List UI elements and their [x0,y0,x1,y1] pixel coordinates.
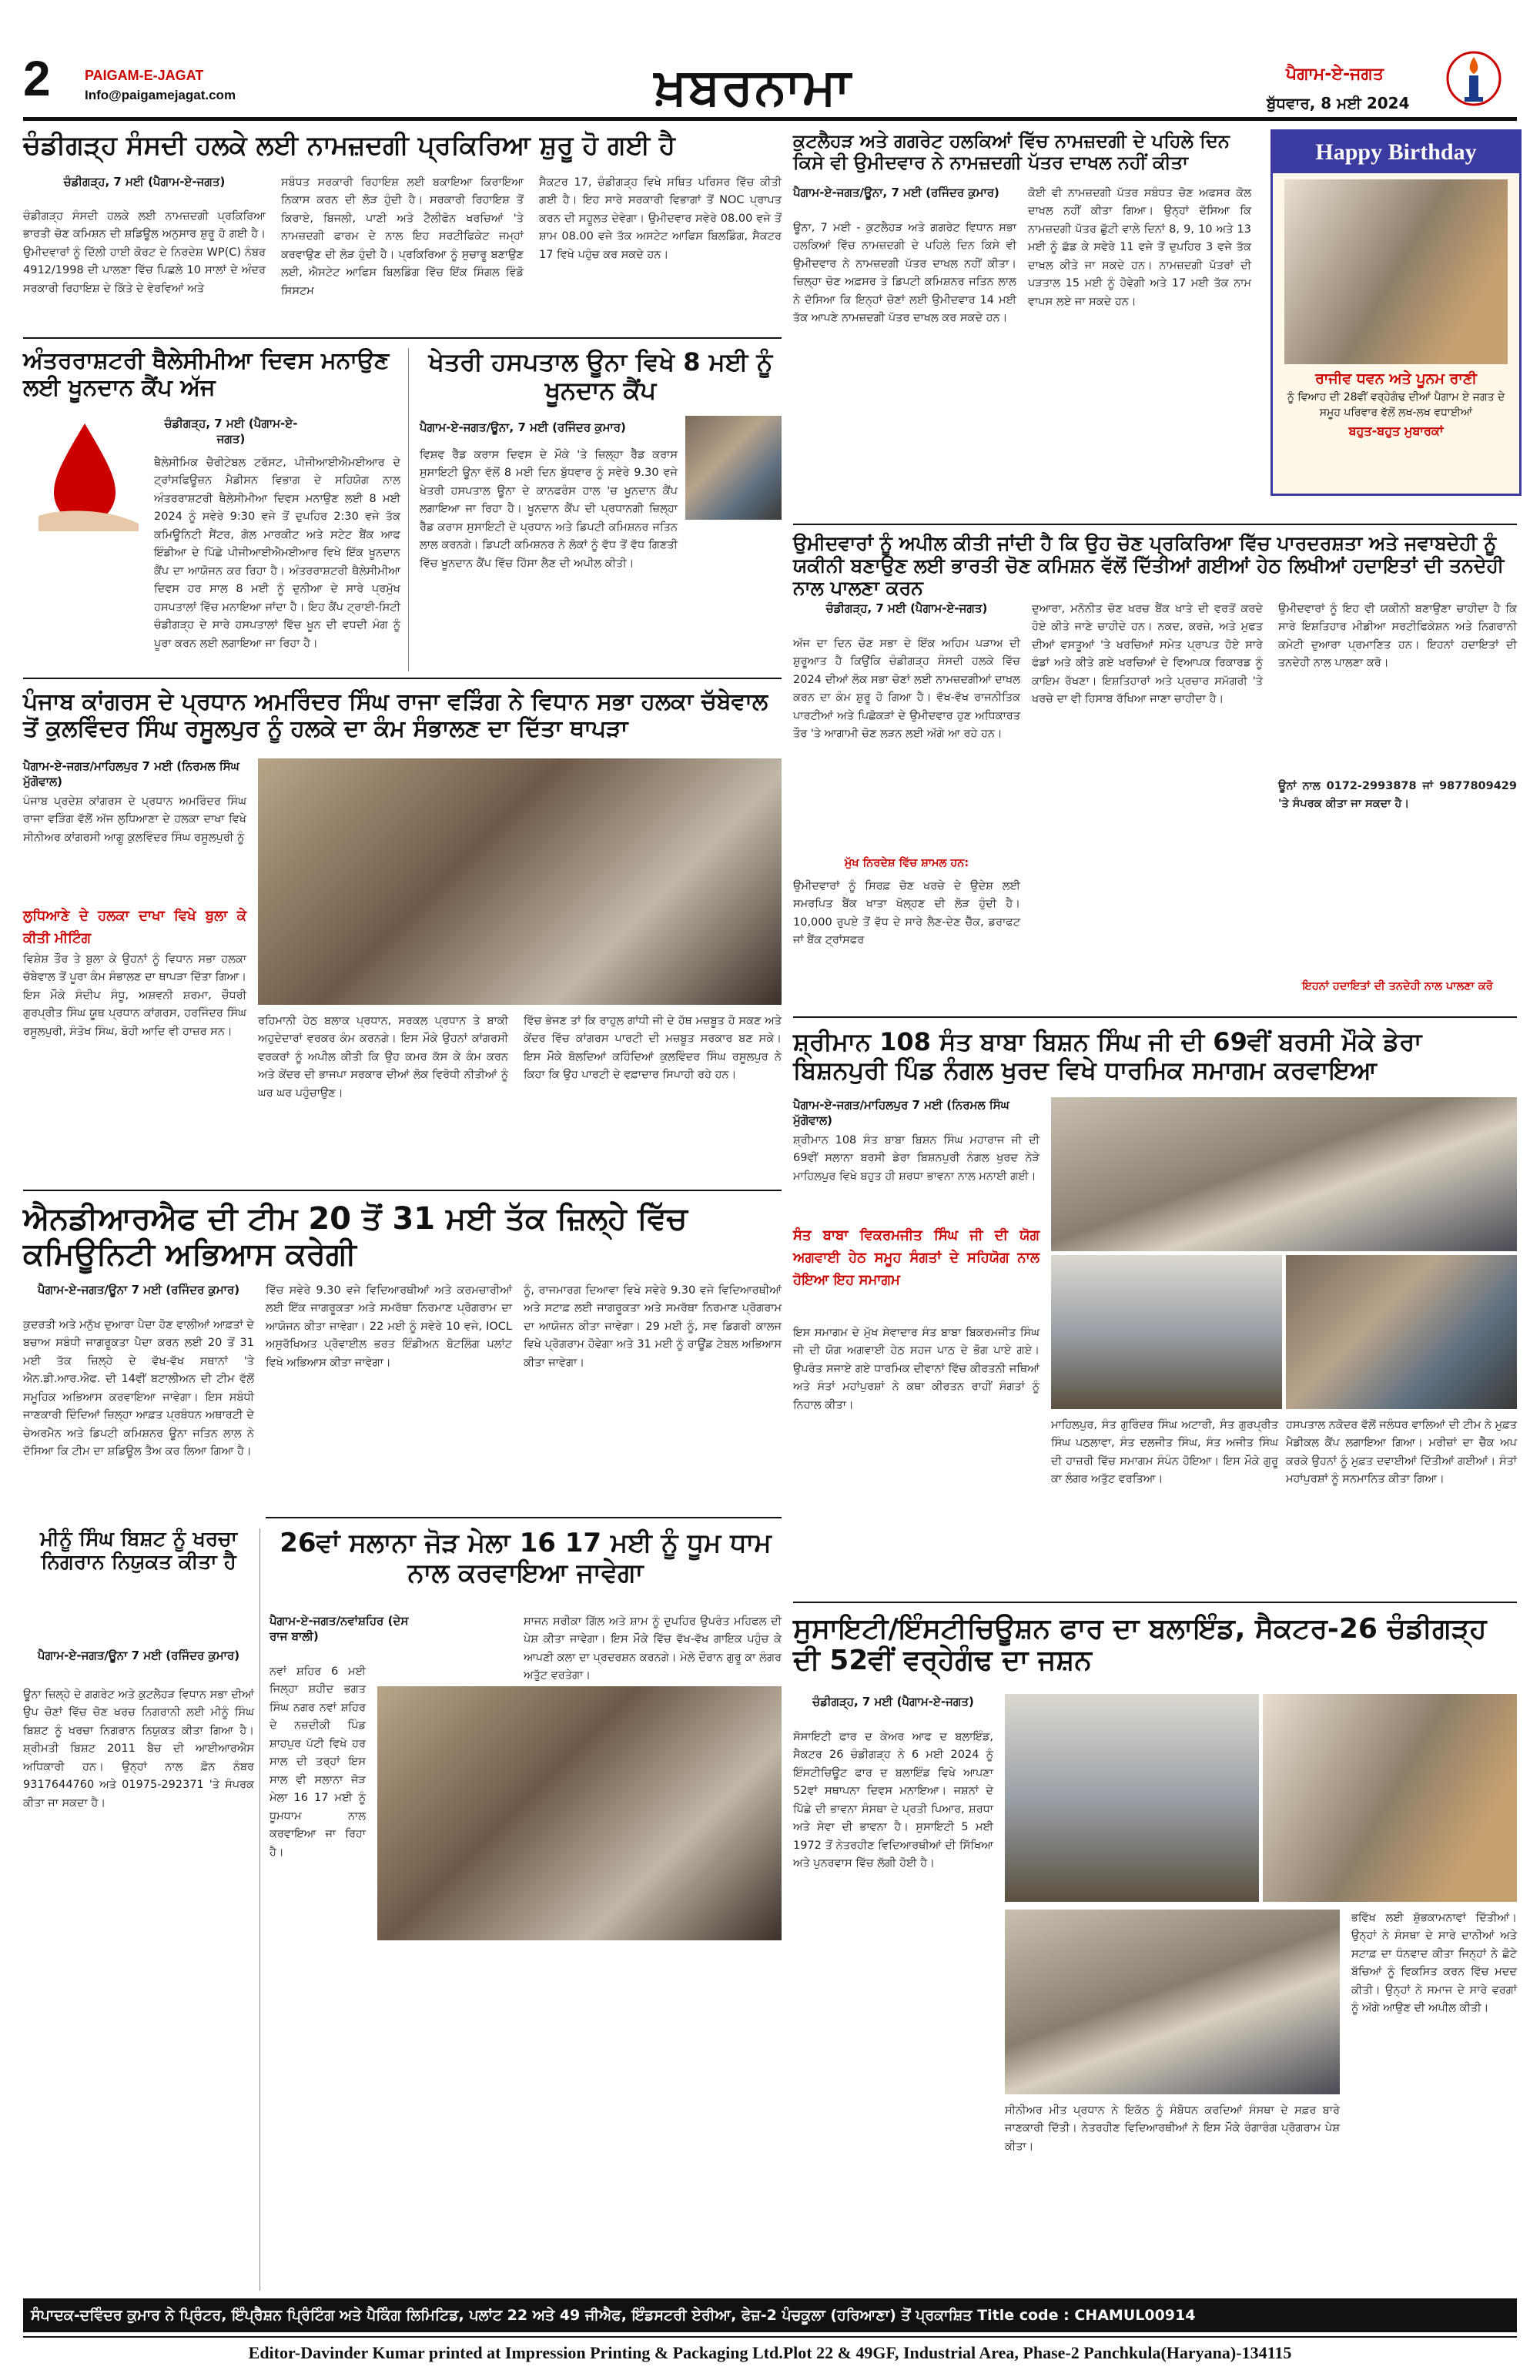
headline-jor-mela: 26ਵਾਂ ਸਲਾਨਾ ਜੋੜ ਮੇਲਾ 16 17 ਮਈ ਨੂੰ ਧੂਮ ਧਾਮ ਨਾਲ ਕਰਵਾਇਆ ਜਾਵੇਗਾ [280,1528,772,1589]
students-photo [1005,1910,1340,2094]
birthday-message: ਨੂੰ ਵਿਆਹ ਦੀ 28ਵੀਂ ਵਰ੍ਹੇਗੰਢ ਦੀਆਂ ਪੈਗਾਮ ਏ ਜਗਤ ਦੇ ਸਮੂਹ ਪਰਿਵਾਰ ਵੱਲੋਂ ਲਖ-ਲਖ ਵਧਾਈਆਂ [1287,391,1505,419]
issue-date: ਬੁੱਧਵਾਰ, 8 ਮਈ 2024 [1267,94,1410,112]
article-text: ਵਿੱਚ ਭੇਜਣ ਤਾਂ ਕਿ ਰਾਹੁਲ ਗਾਂਧੀ ਜੀ ਦੇ ਹੱਥ ਮਜ਼ਬੂਤ ਹੋ ਸਕਣ ਅਤੇ ਕੇਂਦਰ ਵਿੱਚ ਕਾਂਗਰਸ ਪਾਰਟੀ ਦੀ ਮਜ਼ਬੂਤ ਸਰਕਾਰ ਬਣ ਸਕੇ। ਇਸ ਮੌਕੇ ਬੋਲਦਿਆਂ ਕਹਿੰਦਿਆਂ ਕੁਲਵਿੰਦਰ ਸਿੰਘ ਰਸੂਲਪੁਰ ਨੇ ਕਿਹਾ ਕਿ ਉਹ ਪਾਰਟੀ ਦੇ ਵਫ਼ਾਦਾਰ ਸਿਪਾਹੀ ਰਹੇ ਹਨ। [524,1015,782,1082]
dateline: ਪੈਗਾਮ-ਏ-ਜਗਤ/ਊਨਾ, 7 ਮਈ (ਰਜਿੰਦਰ ਕੁਮਾਰ) [420,420,626,434]
blood-drop-icon [23,416,146,539]
headline-una-blood-camp: ਖੇਤਰੀ ਹਸਪਤਾਲ ਊਨਾ ਵਿਖੇ 8 ਮਈ ਨੂੰ ਖੂਨਦਾਨ ਕੈਂਪ [428,347,773,405]
ceremony-photo [1051,1097,1517,1251]
headline-ndrf-exercise: ਐਨਡੀਆਰਐਫ ਦੀ ਟੀਮ 20 ਤੋਂ 31 ਮਈ ਤੱਕ ਜ਼ਿਲ੍ਹੇ ਵਿੱਚ ਕਮਿਊਨਿਟੀ ਅਭਿਆਸ ਕਰੇਗੀ [23,1201,688,1272]
article-text: ਇਸ ਸਮਾਗਮ ਦੇ ਮੁੱਖ ਸੇਵਾਦਾਰ ਸੰਤ ਬਾਬਾ ਬਿਕਰਮਜੀਤ ਸਿੰਘ ਜੀ ਦੀ ਯੋਗ ਅਗਵਾਈ ਹੇਠ ਸਹਜ ਪਾਠ ਦੇ ਭੋਗ ਪਾਏ ਗਏ। ਉਪਰੰਤ ਸਜਾਏ ਗਏ ਧਾਰਮਿਕ ਦੀਵਾਨਾਂ ਵਿੱਚ ਕੀਰਤਨੀ ਜਥਿਆਂ ਅਤੇ ਸੰਤਾਂ ਮਹਾਂਪੁਰਸ਼ਾਂ ਨੇ ਕਥਾ ਕੀਰਤਨ ਰਾਹੀਂ ਸੰਗਤਾਂ ਨੂੰ ਨਿਹਾਲ ਕੀਤਾ। [793,1327,1040,1411]
dateline: ਪੈਗਾਮ-ਏ-ਜਗਤ/ਨਵਾਂਸ਼ਹਿਰ (ਦੇਸ ਰਾਜ ਬਾਲੀ) [270,1614,409,1644]
divider [266,1517,782,1518]
headline-expense-observer: ਮੀਨੂੰ ਸਿੰਘ ਬਿਸ਼ਟ ਨੂੰ ਖਰਚਾ ਨਿਗਰਾਨ ਨਿਯੁਕਤ ਕੀਤਾ ਹੈ [39,1528,238,1574]
article-text: ਸਾਜਨ ਸਰੀਕਾ ਗਿੱਲ ਅਤੇ ਸ਼ਾਮ ਨੂੰ ਦੁਪਹਿਰ ਉਪਰੰਤ ਮਹਿਫਲ ਦੀ ਪੇਸ਼ ਕੀਤਾ ਜਾਵੇਗਾ। ਇਸ ਮੌਕੇ ਵਿੱਚ ਵੱਖ-ਵੱਖ ਗਾਇਕ ਪਹੁੰਚ ਕੇ ਆਪਣੀ ਕਲਾ ਦਾ ਪ੍ਰਦਰਸ਼ਨ ਕਰਨਗੇ। ਮੇਲੇ ਦੌਰਾਨ ਗੁਰੂ ਕਾ ਲੰਗਰ ਅਤੁੱਟ ਵਰਤੇਗਾ। [524,1615,782,1682]
headline-baba-bishan-singh: ਸ਼੍ਰੀਮਾਨ 108 ਸੰਤ ਬਾਬਾ ਬਿਸ਼ਨ ਸਿੰਘ ਜੀ ਦੀ 69ਵੀਂ ਬਰਸੀ ਮੌਕੇ ਡੇਰਾ ਬਿਸ਼ਨਪੁਰੀ ਪਿੰਡ ਨੰਗਲ ਖੁਰਦ ਵਿਖੇ ਧਾਰਮਿਕ ਸਮਾਗਮ ਕਰਵਾਇਆ [793,1027,1422,1085]
dateline: ਪੈਗਾਮ-ਏ-ਜਗਤ/ਮਾਹਿਲਪੁਰ 7 ਮਈ (ਨਿਰਮਲ ਸਿੰਘ ਮੁੱਗੋਵਾਲ) [793,1098,1009,1128]
article-text: ਨਵਾਂ ਸ਼ਹਿਰ 6 ਮਈ ਜਿਲ੍ਹਾ ਸ਼ਹੀਦ ਭਗਤ ਸਿੰਘ ਨਗਰ ਨਵਾਂ ਸ਼ਹਿਰ ਦੇ ਨਜ਼ਦੀਕੀ ਪਿੰਡ ਸ਼ਾਹਪੁਰ ਪੱਟੀ ਵਿਖੇ ਹਰ ਸਾਲ ਦੀ ਤਰ੍ਹਾਂ ਇਸ ਸਾਲ ਵੀ ਸਲਾਨਾ ਜੋੜ ਮੇਲਾ 16 17 ਮਈ ਨੂੰ ਧੂਮਧਾਮ ਨਾਲ ਕਰਵਾਇਆ ਜਾ ਰਿਹਾ ਹੈ। [270,1665,366,1859]
article-text: ਨੂੰ, ਰਾਜਮਾਰਗ ਦਿਆਵਾ ਵਿਖੇ ਸਵੇਰੇ 9.30 ਵਜੇ ਵਿਦਿਆਰਥੀਆਂ ਅਤੇ ਸਟਾਫ਼ ਲਈ ਜਾਗਰੂਕਤਾ ਅਤੇ ਸਮਰੱਥਾ ਨਿਰਮਾਣ ਪ੍ਰੋਗਰਾਮ ਦਾ ਆਯੋਜਨ ਕੀਤਾ ਜਾਵੇਗਾ। 29 ਮਈ ਨੂੰ, ਸਵ ਡਿਗਰੀ ਕਾਲਜ ਵਿਖੇ ਪ੍ਰੋਗਰਾਮ ਹੋਵੇਗਾ ਅਤੇ 31 ਮਈ ਨੂੰ ਰਾਊਂਡ ਟੇਬਲ ਅਭਿਆਸ ਕੀਤਾ ਜਾਵੇਗਾ। [524,1284,782,1369]
article-text: ਥੈਲੇਸੀਮਿਕ ਚੈਰੀਟੇਬਲ ਟਰੱਸਟ, ਪੀਜੀਆਈਐਮਈਆਰ ਦੇ ਟ੍ਰਾਂਸਫਿਊਜ਼ਨ ਮੈਡੀਸਨ ਵਿਭਾਗ ਦੇ ਸਹਿਯੋਗ ਨਾਲ ਅੰਤਰਰਾਸ਼ਟਰੀ ਥੈਲੇਸੀਮੀਆ ਦਿਵਸ ਮਨਾਉਣ ਲਈ 8 ਮਈ 2024 ਨੂੰ ਸਵੇਰੇ 9:30 ਵਜੇ ਤੋਂ ਦੁਪਹਿਰ 2:30 ਵਜੇ ਤੱਕ ਕਮਿਊਨਿਟੀ ਸੈਂਟਰ, ਗੋਲ ਮਾਰਕੀਟ ਅਤੇ ਸਟੇਟ ਬੈਂਕ ਆਫ ਇੰਡੀਆ ਦੇ ਪਿੱਛੇ ਪੀਜੀਆਈਐਮਈਆਰ ਵਿਖੇ ਇੱਕ ਖੂਨਦਾਨ ਕੈਂਪ ਦਾ ਆਯੋਜਨ ਕਰ ਰਿਹਾ ਹੈ। ਅੰਤਰਰਾਸ਼ਟਰੀ ਥੈਲੇਸੀਮੀਆ ਦਿਵਸ ਹਰ ਸਾਲ 8 ਮਈ ਨੂੰ ਦੁਨੀਆ ਦੇ ਸਾਰੇ ਪ੍ਰਮੁੱਖ ਹਸਪਤਾਲਾਂ ਵਿੱਚ ਮਨਾਇਆ ਜਾਂਦਾ ਹੈ। ਇਹ ਕੈਂਪ ਟ੍ਰਾਈ-ਸਿਟੀ ਚੰਡੀਗੜ੍ਹ ਦੇ ਸਾਰੇ ਹਸਪਤਾਲਾਂ ਵਿੱਚ ਖੂਨ ਦੀ ਵਧਦੀ ਮੰਗ ਨੂੰ ਪੂਰਾ ਕਰਨ ਲਈ ਲਗਾਇਆ ਜਾ ਰਿਹਾ ਹੈ। [154,457,400,650]
footer-imprint-english: Editor-Davinder Kumar printed at Impression Printing & Packaging Ltd.Plot 22 & 49GF, Industrial Area, Phase-2 Panchkula(Haryana)-134115 [23,2336,1517,2368]
closing-line: ਇਹਨਾਂ ਹਦਾਇਤਾਂ ਦੀ ਤਨਦੇਹੀ ਨਾਲ ਪਾਲਣਾ ਕਰੋ [1302,980,1493,993]
dateline: ਚੰਡੀਗੜ੍ਹ, 7 ਮਈ (ਪੈਗਾਮ-ਏ-ਜਗਤ) [812,1695,974,1709]
article-text: ਊਨਾ ਜ਼ਿਲ੍ਹੇ ਦੇ ਗਗਰੇਟ ਅਤੇ ਕੁਟਲੈਹੜ ਵਿਧਾਨ ਸਭਾ ਦੀਆਂ ਉਪ ਚੋਣਾਂ ਵਿੱਚ ਚੋਣ ਖਰਚ ਨਿਗਰਾਨੀ ਲਈ ਮੀਨੂੰ ਸਿੰਘ ਬਿਸ਼ਟ ਨੂੰ ਖਰਚਾ ਨਿਗਰਾਨ ਨਿਯੁਕਤ ਕੀਤਾ ਗਿਆ ਹੈ। ਸ਼੍ਰੀਮਤੀ ਬਿਸ਼ਟ 2011 ਬੈਚ ਦੀ ਆਈਆਰਐਸ ਅਧਿਕਾਰੀ ਹਨ। ਉਨ੍ਹਾਂ ਨਾਲ ਫ਼ੋਨ ਨੰਬਰ 9317644760 ਅਤੇ 01975-292371 'ਤੇ ਸੰਪਰਕ ਕੀਤਾ ਜਾ ਸਕਦਾ ਹੈ। [23,1689,254,1809]
divider [23,678,782,679]
footer-imprint-punjabi: ਸੰਪਾਦਕ-ਦਵਿੰਦਰ ਕੁਮਾਰ ਨੇ ਪ੍ਰਿੰਟਰ, ਇੰਪ੍ਰੈਸ਼ਨ ਪ੍ਰਿੰਟਿੰਗ ਅਤੇ ਪੈਕਿੰਗ ਲਿਮਿਟਿਡ, ਪਲਾਂਟ 22 ਅਤੇ 49 ਜੀਐਫ, ਇੰਡਸਟਰੀ ਏਰੀਆ, ਫੇਜ਼-2 ਪੰਚਕੂਲਾ (ਹਰਿਆਣਾ) ਤੋਂ ਪ੍ਰਕਾਸ਼ਿਤ Title code : CHAMUL00914 [23,2298,1517,2332]
divider [793,524,1517,525]
header-rule [23,117,1517,121]
article-text: ਦੁਆਰਾ, ਮਨੋਨੀਤ ਚੋਣ ਖਰਚ ਬੈਂਕ ਖਾਤੇ ਦੀ ਵਰਤੋਂ ਕਰਦੇ ਹੋਏ ਕੀਤੇ ਜਾਣੇ ਚਾਹੀਦੇ ਹਨ। ਨਕਦ, ਕਰਜ਼ੇ, ਅਤੇ ਮੁਫਤ ਦੀਆਂ ਵਸਤੂਆਂ 'ਤੇ ਖਰਚਿਆਂ ਸਮੇਤ ਪ੍ਰਾਪਤ ਹੋਏ ਸਾਰੇ ਫੰਡਾਂ ਅਤੇ ਕੀਤੇ ਗਏ ਖਰਚਿਆਂ ਦੇ ਵਿਆਪਕ ਰਿਕਾਰਡ ਨੂੰ ਕਾਇਮ ਰੱਖਣਾ। ਇਸ਼ਤਿਹਾਰਾਂ ਅਤੇ ਪ੍ਰਚਾਰ ਸਮੱਗਰੀ 'ਤੇ ਖਰਚੇ ਦਾ ਵੀ ਹਿਸਾਬ ਰੱਖਿਆ ਜਾਣਾ ਚਾਹੀਦਾ ਹੈ। [1032,603,1263,706]
dateline: ਚੰਡੀਗੜ੍ਹ, 7 ਮਈ (ਪੈਗਾਮ-ਏ-ਜਗਤ) [825,601,988,615]
event-photo [1263,1694,1517,1902]
ceremony-photo [1286,1255,1517,1409]
article-text: ਕੁਦਰਤੀ ਅਤੇ ਮਨੁੱਖ ਦੁਆਰਾ ਪੈਦਾ ਹੋਣ ਵਾਲੀਆਂ ਆਫ਼ਤਾਂ ਦੇ ਬਚਾਅ ਸਬੰਧੀ ਜਾਗਰੂਕਤਾ ਪੈਦਾ ਕਰਨ ਲਈ 20 ਤੋਂ 31 ਮਈ ਤੱਕ ਜ਼ਿਲ੍ਹੇ ਦੇ ਵੱਖ-ਵੱਖ ਸਥਾਨਾਂ 'ਤੇ ਐਨ.ਡੀ.ਆਰ.ਐਫ. ਦੀ 14ਵੀਂ ਬਟਾਲੀਅਨ ਦੀ ਟੀਮ ਵੱਲੋਂ ਸਮੂਹਿਕ ਅਭਿਆਸ ਕਰਵਾਇਆ ਜਾਵੇਗਾ। ਇਸ ਸਬੰਧੀ ਜਾਣਕਾਰੀ ਦਿੰਦਿਆਂ ਜ਼ਿਲ੍ਹਾ ਆਫ਼ਤ ਪ੍ਰਬੰਧਨ ਅਥਾਰਟੀ ਦੇ ਚੇਅਰਮੈਨ ਅਤੇ ਡਿਪਟੀ ਕਮਿਸ਼ਨਰ ਊਨਾ ਜਤਿਨ ਲਾਲ ਨੇ ਦੱਸਿਆ ਕਿ ਟੀਮ ਦਾ ਸ਼ਡਿਊਲ ਤੈਅ ਕਰ ਲਿਆ ਗਿਆ ਹੈ। [23,1319,254,1458]
divider [408,348,409,671]
meeting-photo [258,758,782,1005]
dateline: ਪੈਗਾਮ-ਏ-ਜਗਤ/ਊਨਾ 7 ਮਈ (ਰਜਿੰਦਰ ਕੁਮਾਰ) [37,1649,240,1662]
dateline: ਪੈਗਾਮ-ਏ-ਜਗਤ/ਊਨਾ 7 ਮਈ (ਰਜਿੰਦਰ ਕੁਮਾਰ) [37,1283,240,1297]
headline-congress-warring: ਪੰਜਾਬ ਕਾਂਗਰਸ ਦੇ ਪ੍ਰਧਾਨ ਅਮਰਿੰਦਰ ਸਿੰਘ ਰਾਜਾ ਵੜਿੰਗ ਨੇ ਵਿਧਾਨ ਸਭਾ ਹਲਕਾ ਚੱਬੇਵਾਲ ਤੋਂ ਕੁਲਵਿੰਦਰ ਸਿੰਘ ਰਸੂਲਪੁਰ ਨੂੰ ਹਲਕੇ ਦਾ ਕੰਮ ਸੰਭਾਲਣ ਦਾ ਦਿੱਤਾ ਥਾਪੜਾ [23,688,768,742]
article-text: ਊਨਾ, 7 ਮਈ - ਕੁਟਲੈਹੜ ਅਤੇ ਗਗਰੇਟ ਵਿਧਾਨ ਸਭਾ ਹਲਕਿਆਂ ਵਿੱਚ ਨਾਮਜ਼ਦਗੀ ਦੇ ਪਹਿਲੇ ਦਿਨ ਕਿਸੇ ਵੀ ਉਮੀਦਵਾਰ ਨੇ ਨਾਮਜ਼ਦਗੀ ਪੱਤਰ ਦਾਖਲ ਨਹੀਂ ਕੀਤਾ। ਜ਼ਿਲ੍ਹਾ ਚੋਣ ਅਫ਼ਸਰ ਤੇ ਡਿਪਟੀ ਕਮਿਸ਼ਨਰ ਜਤਿਨ ਲਾਲ ਨੇ ਦੱਸਿਆ ਕਿ ਇਨ੍ਹਾਂ ਚੋਣਾਂ ਲਈ ਉਮੀਦਵਾਰ 14 ਮਈ ਤੱਕ ਆਪਣੇ ਨਾਮਜ਼ਦਗੀ ਪੱਤਰ ਦਾਖਲ ਕਰ ਸਕਦੇ ਹਨ। [793,222,1016,325]
birthday-sign: ਬਹੁਤ-ਬਹੁਤ ਮੁਬਾਰਕਾਂ [1348,423,1444,439]
divider [793,1016,1517,1018]
birthday-box [1270,129,1522,496]
article-text: ਉਮੀਦਵਾਰਾਂ ਨੂੰ ਸਿਰਫ਼ ਚੋਣ ਖਰਚੇ ਦੇ ਉਦੇਸ਼ ਲਈ ਸਮਰਪਿਤ ਬੈਂਕ ਖਾਤਾ ਖੋਲ੍ਹਣ ਦੀ ਲੋੜ ਹੁੰਦੀ ਹੈ। 10,000 ਰੁਪਏ ਤੋਂ ਵੱਧ ਦੇ ਸਾਰੇ ਲੈਣ-ਦੇਣ ਚੈੱਕ, ਡਰਾਫਟ ਜਾਂ ਬੈਂਕ ਟ੍ਰਾਂਸਫਰ [793,880,1020,947]
article-text: ਕੋਈ ਵੀ ਨਾਮਜ਼ਦਗੀ ਪੱਤਰ ਸਬੰਧਤ ਚੋਣ ਅਫਸਰ ਕੋਲ ਦਾਖਲ ਨਹੀਂ ਕੀਤਾ ਗਿਆ। ਉਨ੍ਹਾਂ ਦੱਸਿਆ ਕਿ ਨਾਮਜ਼ਦਗੀ ਪੱਤਰ ਛੁੱਟੀ ਵਾਲੇ ਦਿਨਾਂ 8, 9, 10 ਅਤੇ 13 ਮਈ ਨੂੰ ਛੱਡ ਕੇ ਸਵੇਰੇ 11 ਵਜੇ ਤੋਂ ਦੁਪਹਿਰ 3 ਵਜੇ ਤੱਕ ਦਾਖਲ ਕੀਤੇ ਜਾ ਸਕਦੇ ਹਨ। ਨਾਮਜ਼ਦਗੀ ਪੱਤਰਾਂ ਦੀ ਪੜਤਾਲ 15 ਮਈ ਨੂੰ ਹੋਵੇਗੀ ਅਤੇ 17 ਮਈ ਤੱਕ ਨਾਮ ਵਾਪਸ ਲਏ ਜਾ ਸਕਦੇ ਹਨ। [1028,187,1251,308]
article-text: ਸੋਸਾਇਟੀ ਫਾਰ ਦ ਕੇਅਰ ਆਫ ਦ ਬਲਾਇੰਡ, ਸੈਕਟਰ 26 ਚੰਡੀਗੜ੍ਹ ਨੇ 6 ਮਈ 2024 ਨੂੰ ਇੰਸਟੀਚਿਊਟ ਫਾਰ ਦ ਬਲਾਇੰਡ ਵਿਖੇ ਆਪਣਾ 52ਵਾਂ ਸਥਾਪਨਾ ਦਿਵਸ ਮਨਾਇਆ। ਜਸ਼ਨਾਂ ਦੇ ਪਿੱਛੇ ਦੀ ਭਾਵਨਾ ਸੰਸਥਾ ਦੇ ਪ੍ਰਤੀ ਪਿਆਰ, ਸ਼ਰਧਾ ਅਤੇ ਸੇਵਾ ਦੀ ਭਾਵਨਾ ਹੈ। ਸੁਸਾਇਟੀ 5 ਮਈ 1972 ਤੋਂ ਨੇਤਰਹੀਣ ਵਿਦਿਆਰਥੀਆਂ ਦੀ ਸਿੱਖਿਆ ਅਤੇ ਪੁਨਰਵਾਸ ਵਿੱਚ ਲੱਗੀ ਹੋਈ ਹੈ। [793,1731,993,1870]
birthday-names: ਰਾਜੀਵ ਧਵਨ ਅਤੇ ਪੂਨਮ ਰਾਣੀ [1315,370,1477,387]
article-text: ਪੰਜਾਬ ਪ੍ਰਦੇਸ਼ ਕਾਂਗਰਸ ਦੇ ਪ੍ਰਧਾਨ ਅਮਰਿੰਦਰ ਸਿੰਘ ਰਾਜਾ ਵੜਿੰਗ ਵੱਲੋਂ ਅੱਜ ਲੁਧਿਆਣਾ ਦੇ ਹਲਕਾ ਦਾਖਾ ਵਿਖੇ ਸੀਨੀਅਰ ਕਾਂਗਰਸੀ ਆਗੂ ਕੁਲਵਿੰਦਰ ਸਿੰਘ ਰਸੂਲਪੁਰੀ ਨੂੰ [23,795,246,844]
contact-info: ਊਨਾਂ ਨਾਲ 0172-2993878 ਜਾਂ 9877809429 'ਤੇ ਸੰਪਰਕ ਕੀਤਾ ਜਾ ਸਕਦਾ ਹੈ। [1278,780,1517,811]
divider [793,1602,1517,1603]
headline-candidates-appeal: ਉਮੀਦਵਾਰਾਂ ਨੂੰ ਅਪੀਲ ਕੀਤੀ ਜਾਂਦੀ ਹੈ ਕਿ ਉਹ ਚੋਣ ਪ੍ਰਕਿਰਿਆ ਵਿੱਚ ਪਾਰਦਰਸ਼ਤਾ ਅਤੇ ਜਵਾਬਦੇਹੀ ਨੂੰ ਯਕੀਨੀ ਬਣਾਉਣ ਲਈ ਭਾਰਤੀ ਚੋਣ ਕਮਿਸ਼ਨ ਵੱਲੋਂ ਦਿੱਤੀਆਂ ਗਈਆਂ ਹੇਠ ਲਿਖੀਆਂ ਹਦਾਇਤਾਂ ਦੀ ਤਨਦੇਹੀ ਨਾਲ ਪਾਲਣਾ ਕਰਨ [793,532,1505,599]
article-text: ਹਸਪਤਾਲ ਨਕੋਦਰ ਵੱਲੋਂ ਜਲੰਧਰ ਵਾਲਿਆਂ ਦੀ ਟੀਮ ਨੇ ਮੁਫ਼ਤ ਮੈਡੀਕਲ ਕੈਂਪ ਲਗਾਇਆ ਗਿਆ। ਮਰੀਜ਼ਾਂ ਦਾ ਚੈੱਕ ਅਪ ਕਰਕੇ ਉਹਨਾਂ ਨੂੰ ਮੁਫ਼ਤ ਦਵਾਈਆਂ ਦਿੱਤੀਆਂ ਗਈਆਂ। ਸੰਤਾਂ ਮਹਾਂਪੁਰਸ਼ਾਂ ਨੂੰ ਸਨਮਾਨਿਤ ਕੀਤਾ ਗਿਆ। [1286,1419,1517,1486]
subheading: ਲੁਧਿਆਣੇ ਦੇ ਹਲਕਾ ਦਾਖਾ ਵਿਖੇ ਬੁਲਾ ਕੇ ਕੀਤੀ ਮੀਟਿੰਗ [23,908,246,947]
paper-email: Info@paigamejagat.com [85,88,236,102]
dateline: ਪੈਗਾਮ-ਏ-ਜਗਤ/ਮਾਹਿਲਪੁਰ 7 ਮਈ (ਨਿਰਮਲ ਸਿੰਘ ਮੁੱਗੋਵਾਲ) [23,759,239,789]
article-text: ਸ਼੍ਰੀਮਾਨ 108 ਸੰਤ ਬਾਬਾ ਬਿਸ਼ਨ ਸਿੰਘ ਮਹਾਰਾਜ ਜੀ ਦੀ 69ਵੀਂ ਸਲਾਨਾ ਬਰਸੀ ਡੇਰਾ ਬਿਸ਼ਨਪੁਰੀ ਨੰਗਲ ਖੁਰਦ ਨੇੜੇ ਮਾਹਿਲਪੁਰ ਵਿਖੇ ਬਹੁਤ ਹੀ ਸ਼ਰਧਾ ਭਾਵਨਾ ਨਾਲ ਮਨਾਈ ਗਈ। [793,1134,1040,1183]
paper-name: PAIGAM-E-JAGAT [85,68,204,83]
article-text: ਸੀਨੀਅਰ ਮੀਤ ਪ੍ਰਧਾਨ ਨੇ ਇਕੱਠ ਨੂੰ ਸੰਬੋਧਨ ਕਰਦਿਆਂ ਸੰਸਥਾ ਦੇ ਸਫ਼ਰ ਬਾਰੇ ਜਾਣਕਾਰੀ ਦਿੱਤੀ। ਨੇਤਰਹੀਣ ਵਿਦਿਆਰਥੀਆਂ ਨੇ ਇਸ ਮੌਕੇ ਰੰਗਾਰੰਗ ਪ੍ਰੋਗਰਾਮ ਪੇਸ਼ ਕੀਤਾ। [1005,2104,1340,2153]
headline-kutlehar-gagret: ਕੁਟਲੈਹੜ ਅਤੇ ਗਗਰੇਟ ਹਲਕਿਆਂ ਵਿੱਚ ਨਾਮਜ਼ਦਗੀ ਦੇ ਪਹਿਲੇ ਦਿਨ ਕਿਸੇ ਵੀ ਉਮੀਦਵਾਰ ਨੇ ਨਾਮਜ਼ਦਗੀ ਪੱਤਰ ਦਾਖਲ ਨਹੀਂ ਕੀਤਾ [793,130,1230,173]
article-text: ਸਬੰਧਤ ਸਰਕਾਰੀ ਰਿਹਾਇਸ਼ ਲਈ ਬਕਾਇਆ ਕਿਰਾਇਆ ਨਿਕਾਸ ਕਰਨ ਦੀ ਲੋੜ ਹੁੰਦੀ ਹੈ। ਸਰਕਾਰੀ ਰਿਹਾਇਸ਼ ਤੋਂ ਕਿਰਾਏ, ਬਿਜਲੀ, ਪਾਣੀ ਅਤੇ ਟੈਲੀਫੋਨ ਖਰਚਿਆਂ 'ਤੇ ਨਾਮਜ਼ਦਗੀ ਫਾਰਮ ਦੇ ਨਾਲ ਇਹ ਸਰਟੀਫਿਕੇਟ ਜਮ੍ਹਾਂ ਕਰਵਾਉਣ ਦੀ ਲੋੜ ਹੁੰਦੀ ਹੈ। ਪ੍ਰਕਿਰਿਆ ਨੂੰ ਸੁਚਾਰੂ ਬਣਾਉਣ ਲਈ, ਐਸਟੇਟ ਆਫਿਸ ਬਿਲਡਿੰਗ ਵਿੱਚ ਇੱਕ ਸਿੰਗਲ ਵਿੰਡੋ ਸਿਸਟਮ [281,176,524,297]
headline-blind-institute: ਸੁਸਾਇਟੀ/ਇੰਸਟੀਚਿਊਸ਼ਨ ਫਾਰ ਦਾ ਬਲਾਇੰਡ, ਸੈਕਟਰ-26 ਚੰਡੀਗੜ੍ਹ ਦੀ 52ਵੀਂ ਵਰ੍ਹੇਗੰਢ ਦਾ ਜਸ਼ਨ [793,1613,1487,1677]
subheading: ਮੁੱਖ ਨਿਰਦੇਸ਼ ਵਿੱਚ ਸ਼ਾਮਲ ਹਨ: [844,857,969,869]
mela-photo [377,1686,782,1940]
portrait-photo [685,416,782,520]
brand-name: ਪੈਗਾਮ-ਏ-ਜਗਤ [1286,65,1384,84]
torch-logo-icon [1446,48,1502,109]
headline-thalassemia: ਅੰਤਰਰਾਸ਼ਟਰੀ ਥੈਲੇਸੀਮੀਆ ਦਿਵਸ ਮਨਾਉਣ ਲਈ ਖੂਨਦਾਨ ਕੈਂਪ ਅੱਜ [23,347,390,401]
article-text: ਰਹਿਮਾਨੀ ਹੇਠ ਬਲਾਕ ਪ੍ਰਧਾਨ, ਸਰਕਲ ਪ੍ਰਧਾਨ ਤੇ ਬਾਕੀ ਅਹੁਦੇਦਾਰਾਂ ਵਰਕਰ ਕੰਮ ਕਰਨਗੇ। ਇਸ ਮੌਕੇ ਉਹਨਾਂ ਕਾਂਗਰਸੀ ਵਰਕਰਾਂ ਨੂੰ ਅਪੀਲ ਕੀਤੀ ਕਿ ਉਹ ਕਮਰ ਕੱਸ ਕੇ ਕੰਮ ਕਰਨ ਅਤੇ ਕੇਂਦਰ ਦੀ ਭਾਜਪਾ ਸਰਕਾਰ ਦੀਆਂ ਲੋਕ ਵਿਰੋਧੀ ਨੀਤੀਆਂ ਨੂੰ ਘਰ ਘਰ ਪਹੁੰਚਾਉਣ। [258,1015,508,1100]
page-number: 2 [23,51,51,106]
section-title: ਖ਼ਬਰਨਾਮਾ [654,57,852,116]
ceremony-photo [1051,1255,1282,1409]
couple-photo [1284,179,1508,364]
divider [23,1190,782,1191]
article-text: ਸੈਕਟਰ 17, ਚੰਡੀਗੜ੍ਹ ਵਿਖੇ ਸਥਿਤ ਪਰਿਸਰ ਵਿੱਚ ਕੀਤੀ ਗਈ ਹੈ। ਇਹ ਸਾਰੇ ਸਰਕਾਰੀ ਵਿਭਾਗਾਂ ਤੋਂ NOC ਪ੍ਰਾਪਤ ਕਰਨ ਦੀ ਸਹੂਲਤ ਦੇਵੇਗਾ। ਉਮੀਦਵਾਰ ਸਵੇਰੇ 08.00 ਵਜੇ ਤੋਂ ਸ਼ਾਮ 08.00 ਵਜੇ ਤੱਕ ਅਸਟੇਟ ਆਫਿਸ ਬਿਲਡਿੰਗ, ਸੈਕਟਰ 17 ਵਿਖੇ ਪਹੁੰਚ ਕਰ ਸਕਦੇ ਹਨ। [539,176,782,261]
article-text: ਉਮੀਦਵਾਰਾਂ ਨੂੰ ਇਹ ਵੀ ਯਕੀਨੀ ਬਣਾਉਣਾ ਚਾਹੀਦਾ ਹੈ ਕਿ ਸਾਰੇ ਇਸ਼ਤਿਹਾਰ ਮੀਡੀਆ ਸਰਟੀਫਿਕੇਸ਼ਨ ਅਤੇ ਨਿਗਰਾਨੀ ਕਮੇਟੀ ਦੁਆਰਾ ਪ੍ਰਮਾਣਿਤ ਹਨ। ਇਹਨਾਂ ਹਦਾਇਤਾਂ ਦੀ ਤਨਦੇਹੀ ਨਾਲ ਪਾਲਣਾ ਕਰੋ। [1278,603,1517,670]
subheading: ਸੰਤ ਬਾਬਾ ਵਿਕਰਮਜੀਤ ਸਿੰਘ ਜੀ ਦੀ ਯੋਗ ਅਗਵਾਈ ਹੇਠ ਸਮੂਹ ਸੰਗਤਾਂ ਦੇ ਸਹਿਯੋਗ ਨਾਲ ਹੋਇਆ ਇਹ ਸਮਾਗਮ [793,1227,1040,1289]
divider [259,1528,260,2291]
dateline: ਪੈਗਾਮ-ਏ-ਜਗਤ/ਊਨਾ, 7 ਮਈ (ਰਜਿੰਦਰ ਕੁਮਾਰ) [793,186,999,199]
article-text: ਭਵਿੱਖ ਲਈ ਸ਼ੁੱਭਕਾਮਨਾਵਾਂ ਦਿੱਤੀਆਂ। ਉਨ੍ਹਾਂ ਨੇ ਸੰਸਥਾ ਦੇ ਸਾਰੇ ਦਾਨੀਆਂ ਅਤੇ ਸਟਾਫ਼ ਦਾ ਧੰਨਵਾਦ ਕੀਤਾ ਜਿਨ੍ਹਾਂ ਨੇ ਛੋਟੇ ਬੱਚਿਆਂ ਨੂੰ ਵਿਕਸਿਤ ਕਰਨ ਵਿੱਚ ਮਦਦ ਕੀਤੀ। ਉਨ੍ਹਾਂ ਨੇ ਸਮਾਜ ਦੇ ਸਾਰੇ ਵਰਗਾਂ ਨੂੰ ਅੱਗੇ ਆਉਣ ਦੀ ਅਪੀਲ ਕੀਤੀ। [1351,1912,1517,2015]
article-text: ਮਾਹਿਲਪੁਰ, ਸੰਤ ਗੁਰਿੰਦਰ ਸਿੰਘ ਅਟਾਰੀ, ਸੰਤ ਗੁਰਪ੍ਰੀਤ ਸਿੰਘ ਪਠਲਾਵਾ, ਸੰਤ ਦਲਜੀਤ ਸਿੰਘ, ਸੰਤ ਅਜੀਤ ਸਿੰਘ ਦੀ ਹਾਜ਼ਰੀ ਵਿੱਚ ਸਮਾਗਮ ਸੰਪੰਨ ਹੋਇਆ। ਇਸ ਮੌਕੇ ਗੁਰੂ ਕਾ ਲੰਗਰ ਅਤੁੱਟ ਵਰਤਿਆ। [1051,1419,1278,1486]
headline-chandigarh-nomination: ਚੰਡੀਗੜ੍ਹ ਸੰਸਦੀ ਹਲਕੇ ਲਈ ਨਾਮਜ਼ਦਗੀ ਪ੍ਰਕਿਰਿਆ ਸ਼ੁਰੂ ਹੋ ਗਈ ਹੈ [23,130,675,161]
article-text: ਵਿੱਚ ਸਵੇਰੇ 9.30 ਵਜੇ ਵਿਦਿਆਰਥੀਆਂ ਅਤੇ ਕਰਮਚਾਰੀਆਂ ਲਈ ਇੱਕ ਜਾਗਰੂਕਤਾ ਅਤੇ ਸਮਰੱਥਾ ਨਿਰਮਾਣ ਪ੍ਰੋਗਰਾਮ ਦਾ ਆਯੋਜਨ ਕੀਤਾ ਜਾਵੇਗਾ। 22 ਮਈ ਨੂੰ ਸਵੇਰੇ 10 ਵਜੇ, IOCL ਅਸੁਰੱਖਿਅਤ ਪ੍ਰੋਵਾਈਲ ਭਰਤ ਇੰਡੀਅਨ ਬੋਟਲਿੰਗ ਪਲਾਂਟ ਵਿਖੇ ਅਭਿਆਸ ਕੀਤਾ ਜਾਵੇਗਾ। [266,1284,512,1369]
article-text: ਵਿਸ਼ਵ ਰੈੱਡ ਕਰਾਸ ਦਿਵਸ ਦੇ ਮੌਕੇ 'ਤੇ ਜ਼ਿਲ੍ਹਾ ਰੈੱਡ ਕਰਾਸ ਸੁਸਾਇਟੀ ਊਨਾ ਵੱਲੋਂ 8 ਮਈ ਦਿਨ ਬੁੱਧਵਾਰ ਨੂੰ ਸਵੇਰੇ 9.30 ਵਜੇ ਖੇਤਰੀ ਹਸਪਤਾਲ ਊਨਾ ਦੇ ਕਾਨਫਰੰਸ ਹਾਲ 'ਚ ਖੂਨਦਾਨ ਕੈਂਪ ਲਗਾਇਆ ਜਾ ਰਿਹਾ ਹੈ। ਖੂਨਦਾਨ ਕੈਂਪ ਦੀ ਪ੍ਰਧਾਨਗੀ ਜ਼ਿਲ੍ਹਾ ਰੈੱਡ ਕਰਾਸ ਸੁਸਾਇਟੀ ਦੇ ਪ੍ਰਧਾਨ ਅਤੇ ਡਿਪਟੀ ਕਮਿਸ਼ਨਰ ਜਤਿਨ ਲਾਲ ਕਰਨਗੇ। ਡਿਪਟੀ ਕਮਿਸ਼ਨਰ ਨੇ ਲੋਕਾਂ ਨੂੰ ਵੱਧ ਤੋਂ ਵੱਧ ਗਿਣਤੀ ਵਿੱਚ ਖੂਨਦਾਨ ਕੈਂਪ ਵਿੱਚ ਹਿੱਸਾ ਲੈਣ ਦੀ ਅਪੀਲ ਕੀਤੀ। [420,449,678,570]
article-text: ਚੰਡੀਗੜ੍ਹ ਸੰਸਦੀ ਹਲਕੇ ਲਈ ਨਾਮਜ਼ਦਗੀ ਪ੍ਰਕਿਰਿਆ ਭਾਰਤੀ ਚੋਣ ਕਮਿਸ਼ਨ ਦੀ ਸ਼ਡਿਊਲ ਅਨੁਸਾਰ ਸ਼ੁਰੂ ਹੋ ਗਈ ਹੈ। ਉਮੀਦਵਾਰਾਂ ਨੂੰ ਦਿੱਲੀ ਹਾਈ ਕੋਰਟ ਦੇ ਨਿਰਦੇਸ਼ WP(C) ਨੰਬਰ 4912/1998 ਦੀ ਪਾਲਣਾ ਵਿੱਚ ਪਿਛਲੇ 10 ਸਾਲਾਂ ਦੇ ਅੰਦਰ ਸਰਕਾਰੀ ਰਿਹਾਇਸ਼ ਦੇ ਕਿੱਤੇ ਦੇ ਵੇਰਵਿਆਂ ਅਤੇ [23,210,266,295]
dateline: ਚੰਡੀਗੜ੍ਹ, 7 ਮਈ (ਪੈਗਾਮ-ਏ-ਜਗਤ) [164,417,298,447]
birthday-banner: Happy Birthday [1273,132,1519,173]
article-text: ਵਿਸ਼ੇਸ਼ ਤੌਰ ਤੇ ਬੁਲਾ ਕੇ ਉਹਨਾਂ ਨੂੰ ਵਿਧਾਨ ਸਭਾ ਹਲਕਾ ਚੱਬੇਵਾਲ ਤੋਂ ਪੂਰਾ ਕੰਮ ਸੰਭਾਲਣ ਦਾ ਥਾਪੜਾ ਦਿੱਤਾ ਗਿਆ। ਇਸ ਮੌਕੇ ਸੰਦੀਪ ਸੰਧੂ, ਅਸ਼ਵਨੀ ਸ਼ਰਮਾ, ਚੌਧਰੀ ਗੁਰਪ੍ਰੀਤ ਸਿੰਘ ਯੂਥ ਪ੍ਰਧਾਨ ਕਾਂਗਰਸ, ਹਰਜਿੰਦਰ ਸਿੰਘ ਰਸੂਲਪੁਰੀ, ਸੰਤੋਖ ਸਿੰਘ, ਬੋਹੀ ਆਦਿ ਵੀ ਹਾਜ਼ਰ ਸਨ। [23,953,246,1038]
dateline: ਚੰਡੀਗੜ੍ਹ, 7 ਮਈ (ਪੈਗਾਮ-ਏ-ਜਗਤ) [63,175,226,189]
event-photo [1005,1694,1259,1902]
article-text: ਅੱਜ ਦਾ ਦਿਨ ਚੋਣ ਸਭਾ ਦੇ ਇੱਕ ਅਹਿਮ ਪੜਾਅ ਦੀ ਸ਼ੁਰੂਆਤ ਹੈ ਕਿਉਂਕਿ ਚੰਡੀਗੜ੍ਹ ਸੰਸਦੀ ਹਲਕੇ ਵਿੱਚ 2024 ਦੀਆਂ ਲੋਕ ਸਭਾ ਚੋਣਾਂ ਲਈ ਨਾਮਜ਼ਦਗੀਆਂ ਦਾਖਲ ਕਰਨ ਦਾ ਕੰਮ ਸ਼ੁਰੂ ਹੋ ਗਿਆ ਹੈ। ਵੱਖ-ਵੱਖ ਰਾਜਨੀਤਿਕ ਪਾਰਟੀਆਂ ਅਤੇ ਪਿਛੋਕੜਾਂ ਦੇ ਉਮੀਦਵਾਰ ਹੁਣ ਅਧਿਕਾਰਤ ਤੌਰ 'ਤੇ ਆਗਾਮੀ ਚੋਣ ਲੜਨ ਲਈ ਅੱਗੇ ਆ ਰਹੇ ਹਨ। [793,638,1020,741]
divider [23,337,782,339]
